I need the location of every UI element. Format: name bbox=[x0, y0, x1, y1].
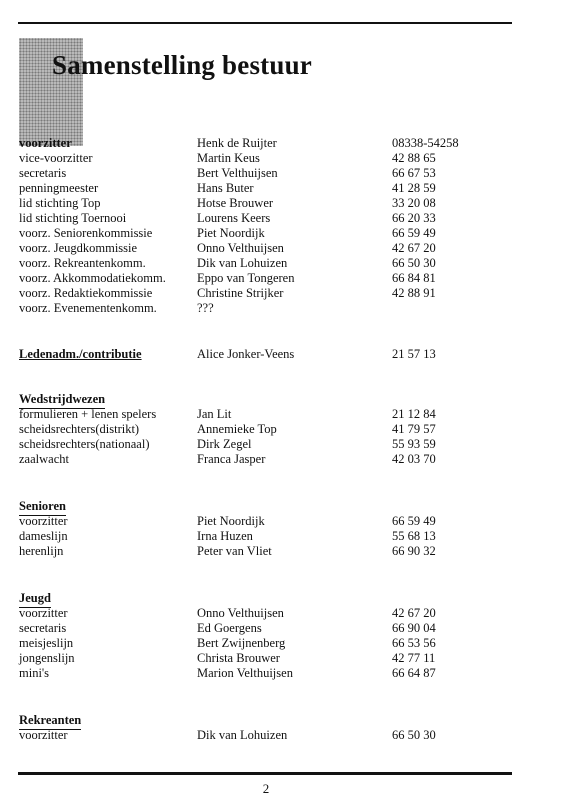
name: Hotse Brouwer bbox=[197, 196, 274, 210]
list-item bbox=[0, 666, 563, 681]
name: Piet Noordijk bbox=[197, 514, 265, 528]
phone: 66 59 49 bbox=[392, 226, 436, 240]
name: Christine Strijker bbox=[197, 286, 284, 300]
role: voorzitter bbox=[19, 606, 68, 620]
bestuur-row bbox=[0, 256, 563, 271]
role: voorzitter bbox=[19, 514, 68, 528]
phone: 66 50 30 bbox=[392, 728, 436, 742]
role: secretaris bbox=[19, 621, 67, 635]
phone: 42 88 91 bbox=[392, 286, 436, 300]
phone: 66 90 04 bbox=[392, 621, 436, 635]
list-item bbox=[0, 452, 563, 467]
phone: 66 84 81 bbox=[392, 271, 436, 285]
phone: 08338-54258 bbox=[392, 136, 459, 150]
phone: 66 64 87 bbox=[392, 666, 436, 680]
phone: 42 88 65 bbox=[392, 151, 436, 165]
phone: 33 20 08 bbox=[392, 196, 436, 210]
name: Franca Jasper bbox=[197, 452, 266, 466]
name: Christa Brouwer bbox=[197, 651, 280, 665]
list-item bbox=[0, 728, 563, 743]
bestuur-row bbox=[0, 226, 563, 241]
bestuur-row bbox=[0, 211, 563, 226]
list-item bbox=[0, 606, 563, 621]
bestuur-row bbox=[0, 271, 563, 286]
section-heading-text: Jeugd bbox=[19, 591, 51, 605]
section-heading-wedstrijdwezen bbox=[19, 392, 105, 407]
role: meisjeslijn bbox=[19, 636, 74, 650]
name: Dik van Lohuizen bbox=[197, 728, 288, 742]
role: dameslijn bbox=[19, 529, 68, 543]
name: Marion Velthuijsen bbox=[197, 666, 293, 680]
role: scheidsrechters(distrikt) bbox=[19, 422, 140, 436]
section-heading-senioren bbox=[19, 499, 66, 514]
ledenadministratie-row bbox=[0, 347, 563, 362]
phone: 42 03 70 bbox=[392, 452, 436, 466]
name: Jan Lit bbox=[197, 407, 232, 421]
role: voorzitter bbox=[19, 728, 68, 742]
phone: 21 12 84 bbox=[392, 407, 436, 421]
name: Alice Jonker-Veens bbox=[197, 347, 295, 361]
phone: 66 20 33 bbox=[392, 211, 436, 225]
name: Peter van Vliet bbox=[197, 544, 272, 558]
name: Dik van Lohuizen bbox=[197, 256, 288, 270]
section-heading-text: Senioren bbox=[19, 499, 66, 513]
name: Martin Keus bbox=[197, 151, 260, 165]
phone: 55 68 13 bbox=[392, 529, 436, 543]
section-heading-jeugd bbox=[19, 591, 51, 606]
role: zaalwacht bbox=[19, 452, 69, 466]
name: Irna Huzen bbox=[197, 529, 253, 543]
bestuur-row bbox=[0, 301, 563, 316]
list-item bbox=[0, 422, 563, 437]
page-number: 2 bbox=[262, 781, 270, 796]
bestuur-row bbox=[0, 286, 563, 301]
bestuur-row bbox=[0, 241, 563, 256]
name: Lourens Keers bbox=[197, 211, 271, 225]
role: vice-voorzitter bbox=[19, 151, 93, 165]
name: Hans Buter bbox=[197, 181, 254, 195]
phone: 41 79 57 bbox=[392, 422, 436, 436]
section-heading-rekreanten bbox=[19, 713, 81, 728]
list-item bbox=[0, 407, 563, 422]
name: Piet Noordijk bbox=[197, 226, 265, 240]
list-item bbox=[0, 514, 563, 529]
list-item bbox=[0, 437, 563, 452]
name: Onno Velthuijsen bbox=[197, 606, 284, 620]
bottom-rule bbox=[18, 772, 512, 775]
bestuur-row bbox=[0, 136, 563, 151]
role: voorz. Redaktiekommissie bbox=[19, 286, 153, 300]
name: Annemieke Top bbox=[197, 422, 277, 436]
bestuur-row bbox=[0, 196, 563, 211]
section-heading-text: Rekreanten bbox=[19, 713, 82, 727]
list-item bbox=[0, 529, 563, 544]
role: formulieren + lenen spelers bbox=[19, 407, 157, 421]
role: voorz. Jeugdkommissie bbox=[19, 241, 138, 255]
role: secretaris bbox=[19, 166, 67, 180]
phone: 66 53 56 bbox=[392, 636, 436, 650]
phone: 66 67 53 bbox=[392, 166, 436, 180]
section-heading-text: Wedstrijdwezen bbox=[19, 392, 106, 406]
role: voorz. Evenementenkomm. bbox=[19, 301, 157, 315]
bestuur-row bbox=[0, 181, 563, 196]
role: voorz. Rekreantenkomm. bbox=[19, 256, 146, 270]
role: voorzitter bbox=[19, 136, 72, 150]
phone: 55 93 59 bbox=[392, 437, 436, 451]
phone: 42 67 20 bbox=[392, 606, 436, 620]
list-item bbox=[0, 651, 563, 666]
role: voorz. Seniorenkommissie bbox=[19, 226, 153, 240]
role: lid stichting Top bbox=[19, 196, 101, 210]
ledenadministratie-heading: Ledenadm./contributie bbox=[19, 347, 142, 361]
list-item bbox=[0, 544, 563, 559]
list-item bbox=[0, 621, 563, 636]
role: herenlijn bbox=[19, 544, 64, 558]
name: Ed Goergens bbox=[197, 621, 262, 635]
name: ??? bbox=[197, 301, 214, 315]
role: jongenslijn bbox=[19, 651, 75, 665]
name: Bert Zwijnenberg bbox=[197, 636, 286, 650]
role: mini's bbox=[19, 666, 50, 680]
phone: 66 90 32 bbox=[392, 544, 436, 558]
bestuur-row bbox=[0, 151, 563, 166]
phone: 41 28 59 bbox=[392, 181, 436, 195]
phone: 42 77 11 bbox=[392, 651, 436, 665]
name: Eppo van Tongeren bbox=[197, 271, 295, 285]
phone: 66 59 49 bbox=[392, 514, 436, 528]
name: Dirk Zegel bbox=[197, 437, 252, 451]
name: Henk de Ruijter bbox=[197, 136, 277, 150]
role: lid stichting Toernooi bbox=[19, 211, 127, 225]
phone: 66 50 30 bbox=[392, 256, 436, 270]
page-title: Samenstelling bestuur bbox=[52, 50, 312, 80]
role: scheidsrechters(nationaal) bbox=[19, 437, 150, 451]
name: Bert Velthuijsen bbox=[197, 166, 278, 180]
role: voorz. Akkommodatiekomm. bbox=[19, 271, 166, 285]
phone: 42 67 20 bbox=[392, 241, 436, 255]
phone: 21 57 13 bbox=[392, 347, 436, 361]
name: Onno Velthuijsen bbox=[197, 241, 284, 255]
role: penningmeester bbox=[19, 181, 99, 195]
bestuur-row bbox=[0, 166, 563, 181]
list-item bbox=[0, 636, 563, 651]
top-rule bbox=[18, 22, 512, 24]
